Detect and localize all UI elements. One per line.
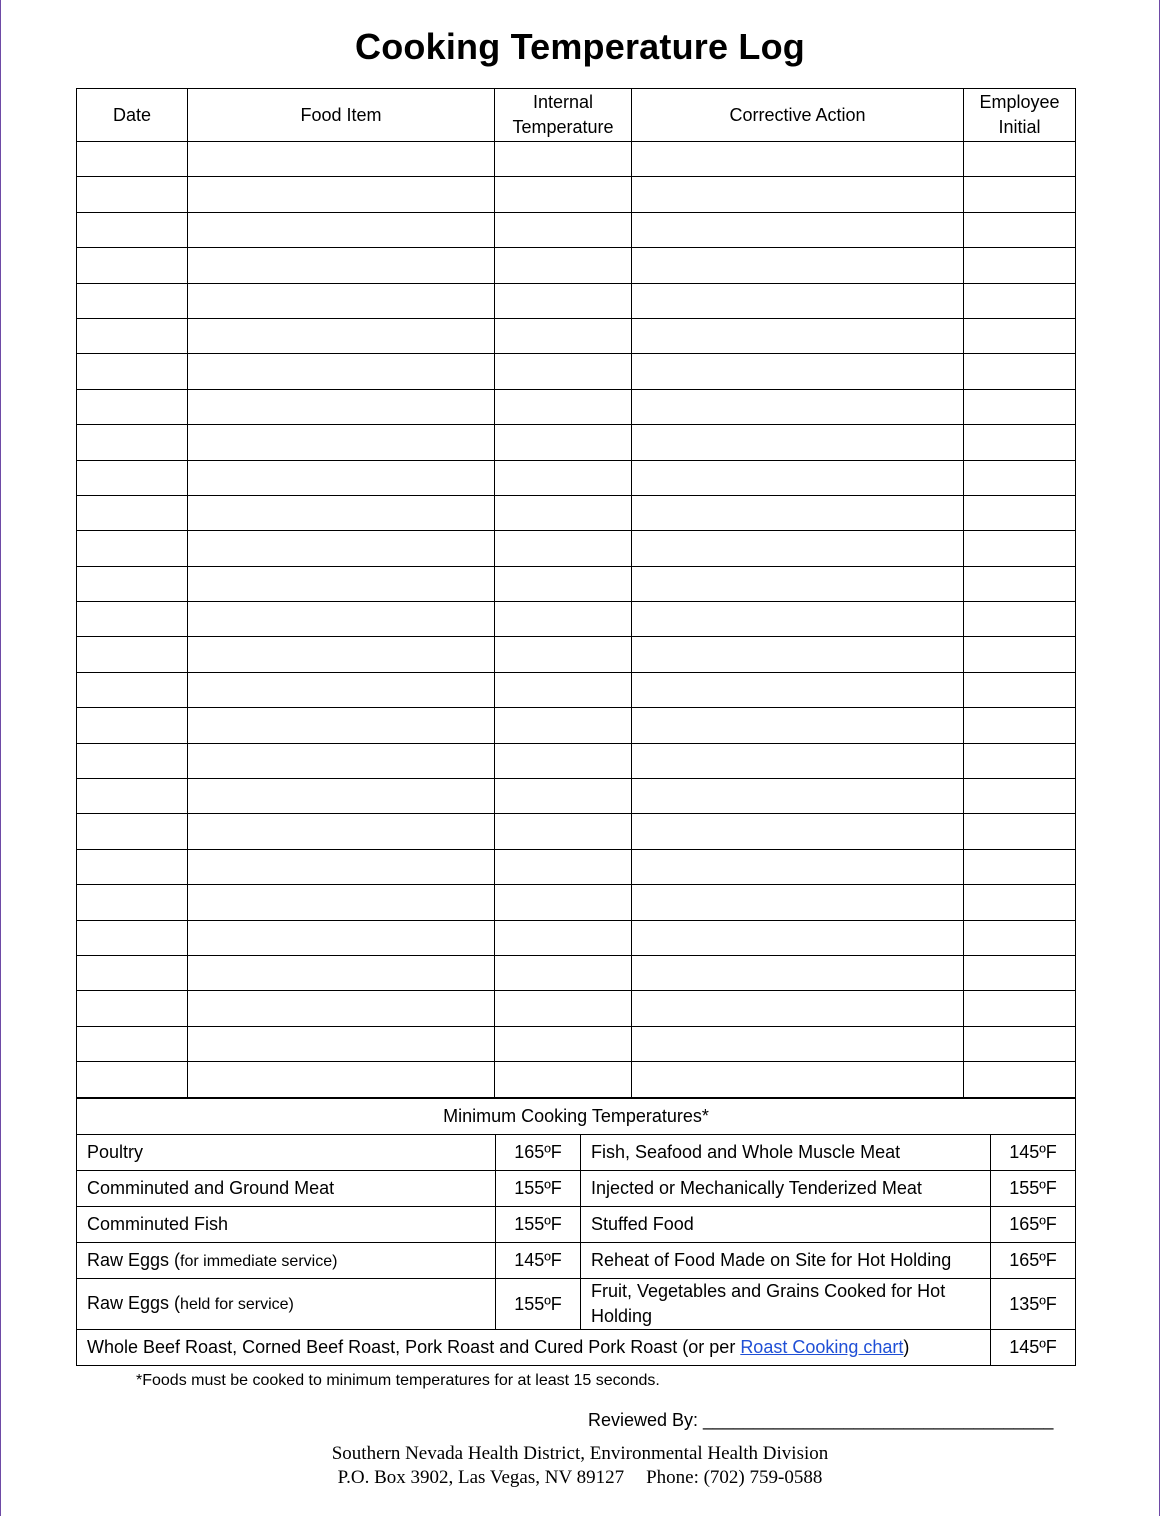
food-category-label: Fruit, Vegetables and Grains Cooked for Hot Holding xyxy=(581,1279,991,1330)
date-cell[interactable] xyxy=(77,672,188,707)
food-item-cell[interactable] xyxy=(188,212,495,247)
date-cell[interactable] xyxy=(77,354,188,389)
corrective-action-cell[interactable] xyxy=(632,779,964,814)
log-row xyxy=(77,920,1076,955)
food-item-cell[interactable] xyxy=(188,637,495,672)
min-temperature: 155ºF xyxy=(496,1207,581,1243)
corrective-action-cell[interactable] xyxy=(632,566,964,601)
min-temperature: 155ºF xyxy=(496,1171,581,1207)
temperature-cell[interactable] xyxy=(495,495,632,530)
food-category-label: Comminuted and Ground Meat xyxy=(77,1171,496,1207)
food-item-cell[interactable] xyxy=(188,566,495,601)
log-row xyxy=(77,885,1076,920)
initial-cell[interactable] xyxy=(964,1026,1076,1061)
food-item-cell[interactable] xyxy=(188,495,495,530)
log-row xyxy=(77,248,1076,283)
corrective-action-cell[interactable] xyxy=(632,531,964,566)
initial-cell[interactable] xyxy=(964,212,1076,247)
corrective-action-cell[interactable] xyxy=(632,920,964,955)
food-item-cell[interactable] xyxy=(188,849,495,884)
temperature-cell[interactable] xyxy=(495,425,632,460)
footer-phone: Phone: (702) 759-0588 xyxy=(646,1467,823,1488)
temperature-cell[interactable] xyxy=(495,283,632,318)
temperature-cell[interactable] xyxy=(495,672,632,707)
date-cell[interactable] xyxy=(77,920,188,955)
initial-cell[interactable] xyxy=(964,1062,1076,1097)
date-cell[interactable] xyxy=(77,283,188,318)
initial-cell[interactable] xyxy=(964,814,1076,849)
food-item-cell[interactable] xyxy=(188,318,495,353)
log-row xyxy=(77,955,1076,990)
corrective-action-cell[interactable] xyxy=(632,743,964,778)
header-employee-initial: Employee Initial xyxy=(964,89,1076,142)
corrective-action-cell[interactable] xyxy=(632,955,964,990)
header-date: Date xyxy=(77,89,188,142)
corrective-action-cell[interactable] xyxy=(632,814,964,849)
temperature-cell[interactable] xyxy=(495,460,632,495)
temperature-cell[interactable] xyxy=(495,212,632,247)
initial-cell[interactable] xyxy=(964,885,1076,920)
initial-cell[interactable] xyxy=(964,991,1076,1026)
initial-cell[interactable] xyxy=(964,955,1076,990)
log-row xyxy=(77,142,1076,177)
corrective-action-cell[interactable] xyxy=(632,318,964,353)
minimums-caption: Minimum Cooking Temperatures* xyxy=(77,1099,1076,1135)
page-title: Cooking Temperature Log xyxy=(355,26,805,67)
temperature-cell[interactable] xyxy=(495,566,632,601)
food-category-label: Injected or Mechanically Tenderized Meat xyxy=(581,1171,991,1207)
temperature-cell[interactable] xyxy=(495,637,632,672)
food-item-cell[interactable] xyxy=(188,177,495,212)
footer-address: P.O. Box 3902, Las Vegas, NV 89127 xyxy=(337,1467,625,1488)
food-item-cell[interactable] xyxy=(188,425,495,460)
temperature-cell[interactable] xyxy=(495,743,632,778)
food-item-cell[interactable] xyxy=(188,1062,495,1097)
date-cell[interactable] xyxy=(77,849,188,884)
initial-cell[interactable] xyxy=(964,283,1076,318)
initial-cell[interactable] xyxy=(964,248,1076,283)
temperature-cell[interactable] xyxy=(495,1026,632,1061)
temperature-cell[interactable] xyxy=(495,955,632,990)
log-row xyxy=(77,389,1076,424)
food-category-label: Stuffed Food xyxy=(581,1207,991,1243)
food-item-cell[interactable] xyxy=(188,779,495,814)
food-category-label: Poultry xyxy=(77,1135,496,1171)
initial-cell[interactable] xyxy=(964,354,1076,389)
initial-cell[interactable] xyxy=(964,708,1076,743)
min-temperature: 165ºF xyxy=(991,1243,1076,1279)
log-table xyxy=(76,88,1076,1098)
food-item-cell[interactable] xyxy=(188,602,495,637)
log-row xyxy=(77,283,1076,318)
food-item-cell[interactable] xyxy=(188,885,495,920)
date-cell[interactable] xyxy=(77,637,188,672)
date-cell[interactable] xyxy=(77,142,188,177)
minimum-temp-row xyxy=(77,1135,1076,1171)
min-temperature: 165ºF xyxy=(496,1135,581,1171)
food-category-label: Comminuted Fish xyxy=(77,1207,496,1243)
food-item-cell[interactable] xyxy=(188,1026,495,1061)
initial-cell[interactable] xyxy=(964,566,1076,601)
corrective-action-cell[interactable] xyxy=(632,637,964,672)
corrective-action-cell[interactable] xyxy=(632,425,964,460)
footnote: *Foods must be cooked to minimum temperatures for at least 15 seconds. xyxy=(136,1372,660,1389)
minimum-temp-row xyxy=(77,1243,1076,1279)
initial-cell[interactable] xyxy=(964,602,1076,637)
min-temperature: 155ºF xyxy=(496,1279,581,1330)
temperature-cell[interactable] xyxy=(495,991,632,1026)
food-category-label: Raw Eggs (for immediate service) xyxy=(77,1243,496,1279)
date-cell[interactable] xyxy=(77,248,188,283)
food-item-cell[interactable] xyxy=(188,460,495,495)
temperature-cell[interactable] xyxy=(495,814,632,849)
log-row xyxy=(77,566,1076,601)
min-temperature: 145ºF xyxy=(496,1243,581,1279)
log-row xyxy=(77,318,1076,353)
date-cell[interactable] xyxy=(77,531,188,566)
min-temperature: 155ºF xyxy=(991,1171,1076,1207)
food-category-label: Reheat of Food Made on Site for Hot Holding xyxy=(581,1243,991,1279)
food-item-cell[interactable] xyxy=(188,743,495,778)
food-item-cell[interactable] xyxy=(188,672,495,707)
temperature-cell[interactable] xyxy=(495,318,632,353)
minimum-temp-row xyxy=(77,1279,1076,1330)
temperature-cell[interactable] xyxy=(495,177,632,212)
log-row xyxy=(77,460,1076,495)
log-row xyxy=(77,1026,1076,1061)
corrective-action-cell[interactable] xyxy=(632,354,964,389)
log-row xyxy=(77,602,1076,637)
minimum-temp-row xyxy=(77,1207,1076,1243)
roast-row xyxy=(77,1330,1076,1366)
corrective-action-cell[interactable] xyxy=(632,885,964,920)
corrective-action-cell[interactable] xyxy=(632,849,964,884)
log-row xyxy=(77,637,1076,672)
log-row xyxy=(77,708,1076,743)
date-cell[interactable] xyxy=(77,779,188,814)
date-cell[interactable] xyxy=(77,1026,188,1061)
log-row xyxy=(77,779,1076,814)
corrective-action-cell[interactable] xyxy=(632,142,964,177)
food-category-label: Raw Eggs (held for service) xyxy=(77,1279,496,1330)
date-cell[interactable] xyxy=(77,495,188,530)
reviewed-by-line: Reviewed By: ___________________________________ xyxy=(588,1410,1054,1430)
temperature-cell[interactable] xyxy=(495,849,632,884)
footer-contact xyxy=(0,1467,1160,1489)
date-cell[interactable] xyxy=(77,425,188,460)
food-item-cell[interactable] xyxy=(188,991,495,1026)
food-category-label: Fish, Seafood and Whole Muscle Meat xyxy=(581,1135,991,1171)
initial-cell[interactable] xyxy=(964,142,1076,177)
minimums-caption-row xyxy=(77,1099,1076,1135)
date-cell[interactable] xyxy=(77,318,188,353)
corrective-action-cell[interactable] xyxy=(632,389,964,424)
initial-cell[interactable] xyxy=(964,849,1076,884)
corrective-action-cell[interactable] xyxy=(632,283,964,318)
corrective-action-cell[interactable] xyxy=(632,672,964,707)
corrective-action-cell[interactable] xyxy=(632,1026,964,1061)
date-cell[interactable] xyxy=(77,602,188,637)
temperature-cell[interactable] xyxy=(495,602,632,637)
temperature-cell[interactable] xyxy=(495,920,632,955)
initial-cell[interactable] xyxy=(964,425,1076,460)
initial-cell[interactable] xyxy=(964,318,1076,353)
corrective-action-cell[interactable] xyxy=(632,1062,964,1097)
date-cell[interactable] xyxy=(77,814,188,849)
date-cell[interactable] xyxy=(77,743,188,778)
food-item-cell[interactable] xyxy=(188,814,495,849)
temperature-cell[interactable] xyxy=(495,389,632,424)
food-item-cell[interactable] xyxy=(188,955,495,990)
date-cell[interactable] xyxy=(77,177,188,212)
initial-cell[interactable] xyxy=(964,672,1076,707)
log-row xyxy=(77,672,1076,707)
date-cell[interactable] xyxy=(77,1062,188,1097)
initial-cell[interactable] xyxy=(964,177,1076,212)
food-item-cell[interactable] xyxy=(188,142,495,177)
header-corrective-action: Corrective Action xyxy=(632,89,964,142)
log-row xyxy=(77,177,1076,212)
food-item-cell[interactable] xyxy=(188,531,495,566)
initial-cell[interactable] xyxy=(964,637,1076,672)
log-row xyxy=(77,212,1076,247)
corrective-action-cell[interactable] xyxy=(632,708,964,743)
temperature-cell[interactable] xyxy=(495,142,632,177)
temperature-cell[interactable] xyxy=(495,248,632,283)
corrective-action-cell[interactable] xyxy=(632,177,964,212)
food-item-cell[interactable] xyxy=(188,708,495,743)
date-cell[interactable] xyxy=(77,460,188,495)
roast-label: Whole Beef Roast, Corned Beef Roast, Pork Roast and Cured Pork Roast (or per Roast Cooking chart) xyxy=(77,1330,991,1366)
initial-cell[interactable] xyxy=(964,779,1076,814)
header-internal-temperature: Internal Temperature xyxy=(495,89,632,142)
log-row xyxy=(77,814,1076,849)
min-temperature: 145ºF xyxy=(991,1330,1076,1366)
log-row xyxy=(77,849,1076,884)
date-cell[interactable] xyxy=(77,389,188,424)
food-item-cell[interactable] xyxy=(188,354,495,389)
initial-cell[interactable] xyxy=(964,495,1076,530)
date-cell[interactable] xyxy=(77,566,188,601)
minimum-temp-row xyxy=(77,1171,1076,1207)
initial-cell[interactable] xyxy=(964,389,1076,424)
temperature-cell[interactable] xyxy=(495,779,632,814)
roast-cooking-chart-link[interactable]: Roast Cooking chart xyxy=(740,1337,904,1357)
log-row xyxy=(77,495,1076,530)
log-header-row xyxy=(77,89,1076,142)
minimum-temperatures-table xyxy=(76,1098,1076,1366)
date-cell[interactable] xyxy=(77,991,188,1026)
min-temperature: 145ºF xyxy=(991,1135,1076,1171)
corrective-action-cell[interactable] xyxy=(632,212,964,247)
corrective-action-cell[interactable] xyxy=(632,991,964,1026)
min-temperature: 135ºF xyxy=(991,1279,1076,1330)
food-item-cell[interactable] xyxy=(188,283,495,318)
corrective-action-cell[interactable] xyxy=(632,460,964,495)
corrective-action-cell[interactable] xyxy=(632,495,964,530)
initial-cell[interactable] xyxy=(964,531,1076,566)
temperature-cell[interactable] xyxy=(495,1062,632,1097)
log-row xyxy=(77,354,1076,389)
date-cell[interactable] xyxy=(77,955,188,990)
food-item-cell[interactable] xyxy=(188,920,495,955)
initial-cell[interactable] xyxy=(964,743,1076,778)
food-item-cell[interactable] xyxy=(188,248,495,283)
date-cell[interactable] xyxy=(77,708,188,743)
initial-cell[interactable] xyxy=(964,460,1076,495)
date-cell[interactable] xyxy=(77,212,188,247)
footer-organization: Southern Nevada Health District, Environmental Health Division xyxy=(331,1443,829,1464)
log-row xyxy=(77,531,1076,566)
min-temperature: 165ºF xyxy=(991,1207,1076,1243)
temperature-cell[interactable] xyxy=(495,885,632,920)
temperature-cell[interactable] xyxy=(495,531,632,566)
temperature-cell[interactable] xyxy=(495,354,632,389)
header-food-item: Food Item xyxy=(188,89,495,142)
food-item-cell[interactable] xyxy=(188,389,495,424)
log-row xyxy=(77,425,1076,460)
corrective-action-cell[interactable] xyxy=(632,602,964,637)
log-row xyxy=(77,1062,1076,1097)
date-cell[interactable] xyxy=(77,885,188,920)
temperature-cell[interactable] xyxy=(495,708,632,743)
log-body xyxy=(77,142,1076,1098)
initial-cell[interactable] xyxy=(964,920,1076,955)
corrective-action-cell[interactable] xyxy=(632,248,964,283)
log-row xyxy=(77,743,1076,778)
log-row xyxy=(77,991,1076,1026)
